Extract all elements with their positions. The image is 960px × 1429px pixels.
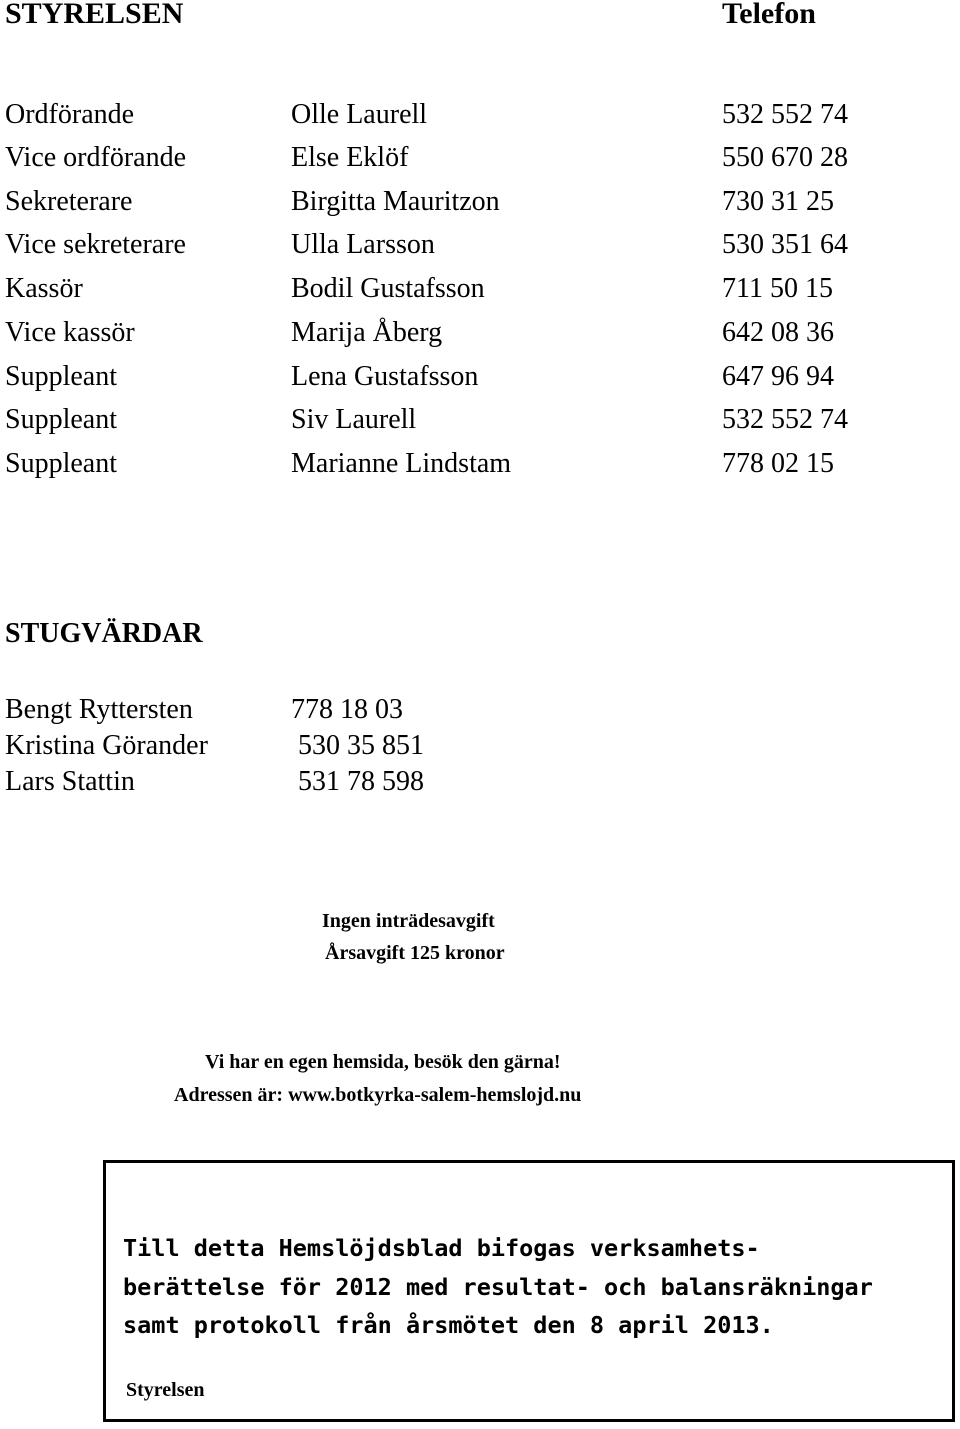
member-role: Vice kassör [5,317,135,348]
member-role: Vice ordförande [5,142,187,173]
board-row [0,404,960,448]
notice-line: Till detta Hemslöjdsblad bifogas verksamhets- [123,1234,760,1262]
member-phone: 532 552 74 [722,404,848,435]
member-phone: 642 08 36 [722,317,834,348]
member-name: Bodil Gustafsson [291,273,485,304]
notice-text [123,1229,873,1345]
caretaker-name: Kristina Görander [5,730,208,761]
board-row [0,229,960,273]
member-name: Lena Gustafsson [291,361,479,392]
member-phone: 647 96 94 [722,361,834,392]
notice-signature: Styrelsen [126,1379,205,1401]
notice-line: samt protokoll från årsmötet den 8 april 2013. [123,1311,774,1339]
caretaker-name: Lars Stattin [5,766,135,797]
website-address-text: Adressen är: www.botkyrka-salem-hemslojd.nu [174,1084,582,1106]
member-phone: 778 02 15 [722,448,834,479]
board-row [0,361,960,405]
board-row [0,273,960,317]
member-name: Ulla Larsson [291,229,435,260]
member-phone: 711 50 15 [722,273,833,304]
caretaker-phone: 531 78 598 [298,766,424,797]
notice-line: berättelse för 2012 med resultat- och balansräkningar [123,1272,873,1301]
caretaker-phone: 530 35 851 [298,730,424,761]
member-phone: 532 552 74 [722,99,848,130]
member-role: Suppleant [5,448,117,479]
board-row [0,99,960,143]
board-heading: STYRELSEN [5,0,184,30]
member-role: Vice sekreterare [5,229,186,260]
caretaker-name: Bengt Ryttersten [5,694,193,725]
member-role: Sekreterare [5,186,133,217]
caretaker-row [0,694,600,730]
member-role: Ordförande [5,99,135,130]
caretaker-phone: 778 18 03 [291,694,403,725]
member-role: Suppleant [5,361,117,392]
member-phone: 730 31 25 [722,186,834,217]
board-row [0,317,960,361]
fee-annual-text: Årsavgift 125 kronor [325,942,505,964]
member-role: Kassör [5,273,83,304]
member-name: Marianne Lindstam [291,448,512,479]
caretaker-row [0,766,600,802]
member-role: Suppleant [5,404,117,435]
member-phone: 530 351 64 [722,229,848,260]
member-name: Birgitta Mauritzon [291,186,500,217]
website-invite-text: Vi har en egen hemsida, besök den gärna! [205,1051,561,1073]
board-row [0,448,960,492]
fee-entry-text: Ingen inträdesavgift [322,910,495,932]
member-name: Marija Åberg [291,317,443,348]
member-name: Siv Laurell [291,404,417,435]
member-phone: 550 670 28 [722,142,848,173]
member-name: Else Eklöf [291,142,409,173]
board-row [0,142,960,186]
board-row [0,186,960,230]
caretakers-heading: STUGVÄRDAR [5,618,203,649]
member-name: Olle Laurell [291,99,428,130]
phone-heading: Telefon [722,0,816,30]
caretaker-row [0,730,600,766]
notice-box [103,1160,955,1422]
